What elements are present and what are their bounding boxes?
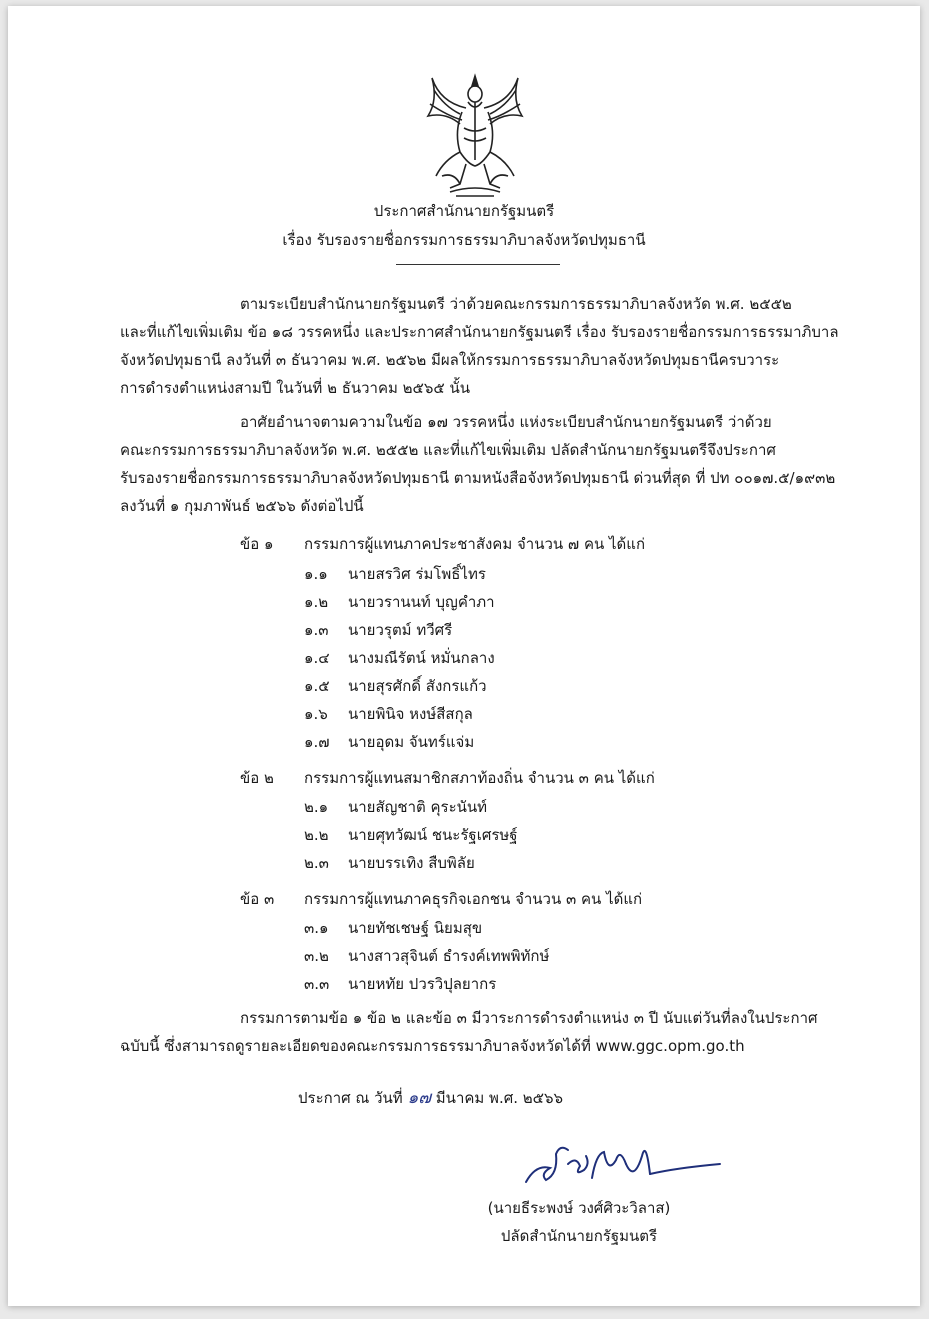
member-number: ๑.๕ — [304, 677, 330, 695]
member-name: นายวรานนท์ บุญคำภา — [348, 593, 495, 611]
member-name: นายหทัย ปวรวิปุลยากร — [348, 975, 497, 993]
member-number: ๓.๓ — [304, 975, 330, 993]
garuda-emblem — [420, 72, 530, 200]
date-prefix: ประกาศ ณ วันที่ — [298, 1089, 408, 1107]
section-number: ข้อ ๑ — [240, 535, 274, 553]
announcement-title: ประกาศสำนักนายกรัฐมนตรี — [373, 202, 555, 220]
paragraph-line: และที่แก้ไขเพิ่มเติม ข้อ ๑๘ วรรคหนึ่ง และประกาศสำนักนายกรัฐมนตรี เรื่อง รับรองรายชื่อกรรมการธรรมาภิบาล — [120, 323, 839, 341]
paragraph-line: จังหวัดปทุมธานี ลงวันที่ ๓ ธันวาคม พ.ศ. ๒๕๖๒ มีผลให้กรรมการธรรมาภิบาลจังหวัดปทุมธานีครบวาระ — [120, 351, 780, 369]
handwritten-signature — [516, 1134, 726, 1194]
section-number: ข้อ ๒ — [240, 769, 274, 787]
member-name: นายอุดม จันทร์แจ่ม — [348, 733, 475, 751]
member-number: ๑.๔ — [304, 649, 330, 667]
member-number: ๒.๓ — [304, 854, 329, 872]
paragraph-line: ตามระเบียบสำนักนายกรัฐมนตรี ว่าด้วยคณะกรรมการธรรมาภิบาลจังหวัด พ.ศ. ๒๕๕๒ — [240, 295, 792, 313]
paragraph-line: กรรมการตามข้อ ๑ ข้อ ๒ และข้อ ๓ มีวาระการดำรงตำแหน่ง ๓ ปี นับแต่วันที่ลงในประกาศ — [240, 1009, 818, 1027]
paragraph-line: รับรองรายชื่อกรรมการธรรมาภิบาลจังหวัดปทุมธานี ตามหนังสือจังหวัดปทุมธานี ด่วนที่สุด ที่ ปท ๐๐๑๗.๕/๑๙๓๒ — [120, 469, 836, 487]
member-name: นายบรรเทิง สืบพิลัย — [348, 854, 475, 872]
member-number: ๒.๒ — [304, 826, 329, 844]
document-page — [8, 6, 920, 1306]
member-name: นายวรุตม์ ทวีศรี — [348, 621, 453, 639]
section-heading: กรรมการผู้แทนภาคประชาสังคม จำนวน ๗ คน ได้แก่ — [304, 535, 646, 553]
member-name: นางสาวสุจินต์ ธำรงค์เทพพิทักษ์ — [348, 947, 550, 965]
signer-name: (นายธีระพงษ์ วงศ์ศิวะวิลาส) — [487, 1199, 671, 1217]
member-number: ๓.๑ — [304, 919, 329, 937]
member-number: ๑.๒ — [304, 593, 329, 611]
paragraph-line: การดำรงตำแหน่งสามปี ในวันที่ ๒ ธันวาคม ๒๕๖๕ นั้น — [120, 379, 471, 397]
paragraph-3 — [120, 1004, 848, 1060]
paragraph-line: ลงวันที่ ๑ กุมภาพันธ์ ๒๕๖๖ ดังต่อไปนี้ — [120, 497, 364, 515]
paragraph-1 — [120, 290, 848, 402]
date-suffix: มีนาคม พ.ศ. ๒๕๖๖ — [431, 1089, 564, 1107]
member-number: ๑.๗ — [304, 733, 330, 751]
divider — [396, 264, 560, 265]
member-name: นายศุทวัฒน์ ชนะรัฐเศรษฐ์ — [348, 826, 518, 844]
section-heading: กรรมการผู้แทนสมาชิกสภาท้องถิ่น จำนวน ๓ คน ได้แก่ — [304, 769, 655, 787]
announcement-date — [298, 1084, 563, 1111]
section-number: ข้อ ๓ — [240, 890, 275, 908]
paragraph-line: ฉบับนี้ ซึ่งสามารถดูรายละเอียดของคณะกรรมการธรรมาภิบาลจังหวัดได้ที่ www.ggc.opm.go.th — [120, 1037, 745, 1055]
member-number: ๑.๖ — [304, 705, 328, 723]
paragraph-line: คณะกรรมการธรรมาภิบาลจังหวัด พ.ศ. ๒๕๕๒ และที่แก้ไขเพิ่มเติม ปลัดสำนักนายกรัฐมนตรีจึงประกาศ — [120, 441, 776, 459]
announcement-subject: เรื่อง รับรองรายชื่อกรรมการธรรมาภิบาลจังหวัดปทุมธานี — [282, 231, 646, 249]
member-number: ๓.๒ — [304, 947, 329, 965]
paragraph-line: อาศัยอำนาจตามความในข้อ ๑๗ วรรคหนึ่ง แห่งระเบียบสำนักนายกรัฐมนตรี ว่าด้วย — [240, 413, 772, 431]
member-name: นายทัชเชษฐ์ นิยมสุข — [348, 919, 483, 937]
member-name: นางมณีรัตน์ หมั่นกลาง — [348, 649, 495, 667]
signer-position: ปลัดสำนักนายกรัฐมนตรี — [500, 1227, 658, 1245]
date-day-handwritten: ๑๗ — [407, 1088, 432, 1108]
member-number: ๒.๑ — [304, 798, 329, 816]
member-name: นายสุรศักดิ์ สังกรแก้ว — [348, 677, 487, 695]
member-name: นายสรวิศ ร่มโพธิ์ไทร — [348, 565, 486, 583]
member-number: ๑.๓ — [304, 621, 329, 639]
member-number: ๑.๑ — [304, 565, 328, 583]
section-heading: กรรมการผู้แทนภาคธุรกิจเอกชน จำนวน ๓ คน ได้แก่ — [304, 890, 643, 908]
member-name: นายพินิจ หงษ์สีสกุล — [348, 705, 473, 723]
member-name: นายสัญชาติ คุระนันท์ — [348, 798, 488, 816]
paragraph-2 — [120, 408, 848, 520]
